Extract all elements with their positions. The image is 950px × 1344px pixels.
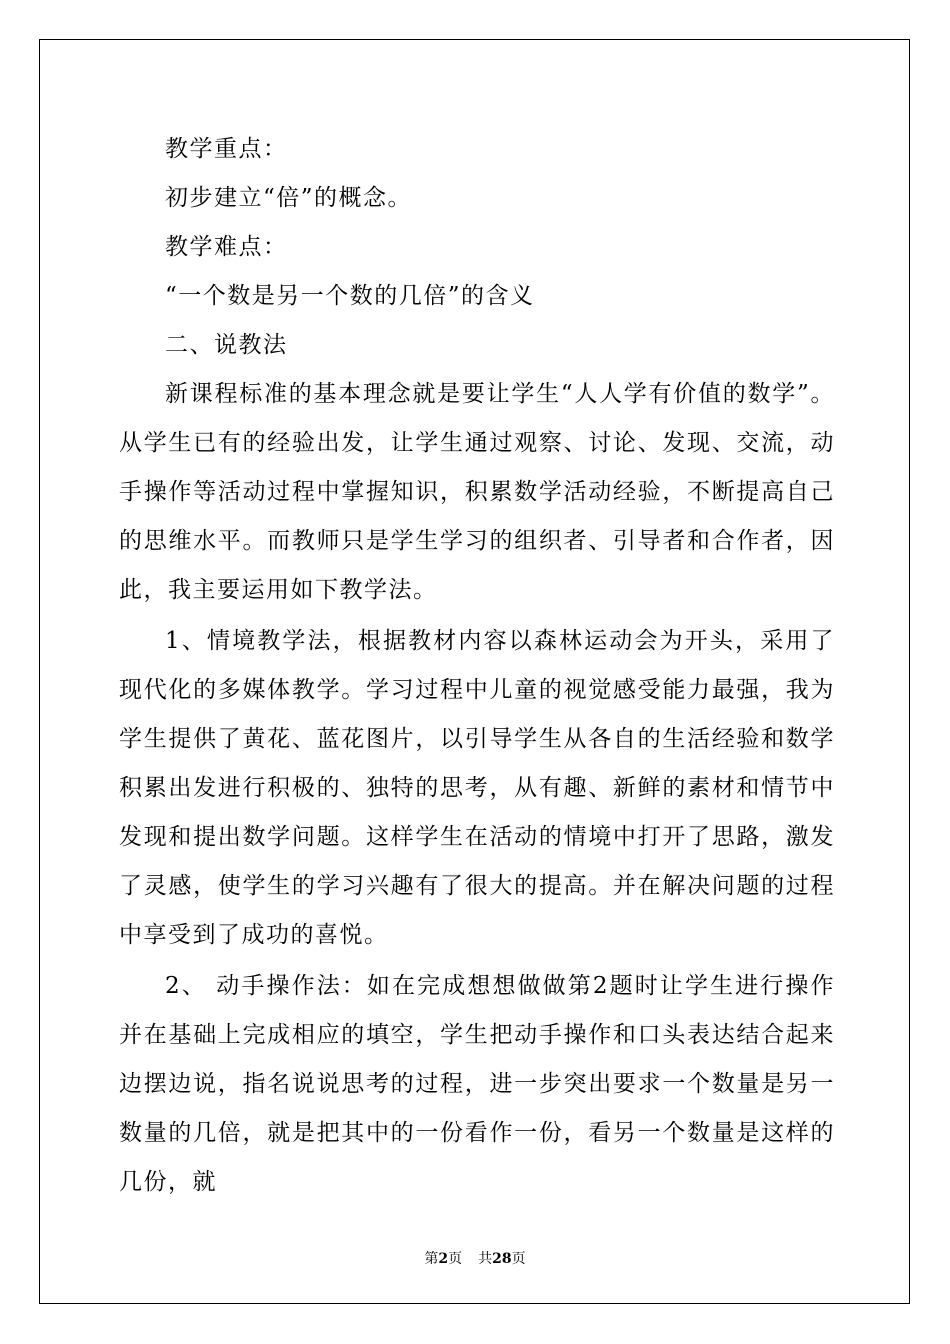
total-prefix: 共 — [478, 1251, 493, 1267]
heading-difficulties: 教学难点： — [165, 234, 288, 260]
page-current: 2 — [438, 1251, 449, 1267]
paragraph-curriculum: 新课程标准的基本理念就是要让学生“人人学有价值的数学”。从学生已有的经验出发，让学生通过观察、讨论、发现、交流，动手操作等活动过程中掌握知识，积累数学活动经验，不断提高自己的思维水平。而教师只是学生学习的组织者、引导者和合作者，因此，我主要运用如下教学法。 — [119, 381, 835, 603]
paragraph-situational-method: 1、情境教学法，根据教材内容以森林运动会为开头，采用了现代化的多媒体教学。学习过程中儿童的视觉感受能力最强，我为学生提供了黄花、蓝花图片，以引导学生从各自的生活经验和数学积累出发进行积极的、独特的思考，从有趣、新鲜的素材和情节中发现和提出数学问题。这样学生在活动的情境中打开了思路，激发了灵感，使学生的学习兴趣有了很大的提高。并在解决问题的过程中享受到了成功的喜悦。 — [119, 628, 835, 948]
difficulties-text: “一个数是另一个数的几倍”的含义 — [165, 283, 535, 309]
document-body — [119, 125, 835, 1207]
page-prefix: 第 — [424, 1251, 439, 1267]
heading-key-points: 教学重点： — [165, 136, 288, 162]
section-heading-methods: 二、说教法 — [165, 332, 288, 358]
page-footer — [0, 1248, 950, 1268]
page-total: 28 — [492, 1251, 512, 1267]
paragraph-hands-on-method: 2、 动手操作法：如在完成想想做做第2题时让学生进行操作并在基础上完成相应的填空，学生把动手操作和口头表达结合起来边摆边说，指名说说思考的过程，进一步突出要求一个数量是另一数量的几倍，就是把其中的一份看作一份，看另一个数量是这样的几份，就 — [119, 973, 835, 1195]
key-points-text: 初步建立“倍”的概念。 — [165, 185, 413, 211]
page-suffix: 页 — [448, 1251, 463, 1267]
total-suffix: 页 — [511, 1251, 526, 1267]
